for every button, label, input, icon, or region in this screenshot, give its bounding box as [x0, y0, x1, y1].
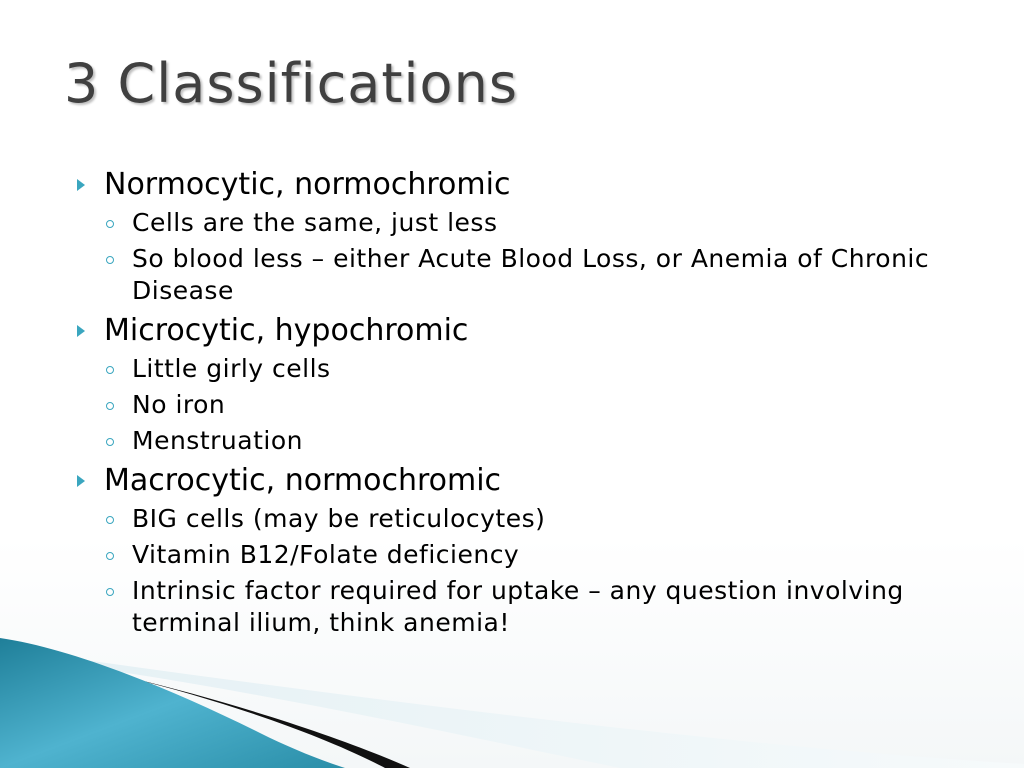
ring-bullet-icon [106, 516, 114, 524]
triangle-right-icon [77, 179, 85, 191]
triangle-right-icon [77, 475, 85, 487]
ring-bullet-icon [106, 552, 114, 560]
bullet-item [74, 312, 934, 350]
sub-bullet-item [74, 575, 934, 639]
bullet-text: Microcytic, hypochromic [104, 313, 469, 348]
sub-bullet-item [74, 353, 934, 385]
ring-bullet-icon [106, 220, 114, 228]
sub-bullet-text: Cells are the same, just less [132, 208, 498, 237]
sub-bullet-text: No iron [132, 390, 226, 419]
sub-bullet-text: Menstruation [132, 426, 303, 455]
sub-bullet-text: So blood less – either Acute Blood Loss, or Anemia of Chronic Disease [132, 244, 930, 305]
bullet-item [74, 462, 934, 500]
ring-bullet-icon [106, 366, 114, 374]
sub-bullet-text: Little girly cells [132, 354, 331, 383]
bullet-item [74, 166, 934, 204]
slide-title: 3 Classifications [64, 52, 518, 115]
decorative-corner-swoosh [0, 638, 1024, 768]
bullet-list [74, 166, 934, 639]
sub-bullet-item [74, 539, 934, 571]
ring-bullet-icon [106, 402, 114, 410]
teal-wave [0, 638, 345, 768]
light-band [0, 648, 1024, 768]
ring-bullet-icon [106, 438, 114, 446]
sub-bullet-item [74, 503, 934, 535]
sub-bullet-text: BIG cells (may be reticulocytes) [132, 504, 546, 533]
bullet-text: Normocytic, normochromic [104, 167, 511, 202]
dark-stripe [40, 658, 410, 768]
sub-bullet-item [74, 425, 934, 457]
sub-bullet-text: Intrinsic factor required for uptake – any question involving terminal ilium, think anemia! [132, 576, 904, 637]
sub-bullet-item [74, 243, 934, 307]
ring-bullet-icon [106, 588, 114, 596]
sub-bullet-item [74, 207, 934, 239]
sub-bullet-item [74, 389, 934, 421]
triangle-right-icon [77, 325, 85, 337]
bullet-text: Macrocytic, normochromic [104, 463, 502, 498]
ring-bullet-icon [106, 256, 114, 264]
sub-bullet-text: Vitamin B12/Folate deficiency [132, 540, 520, 569]
